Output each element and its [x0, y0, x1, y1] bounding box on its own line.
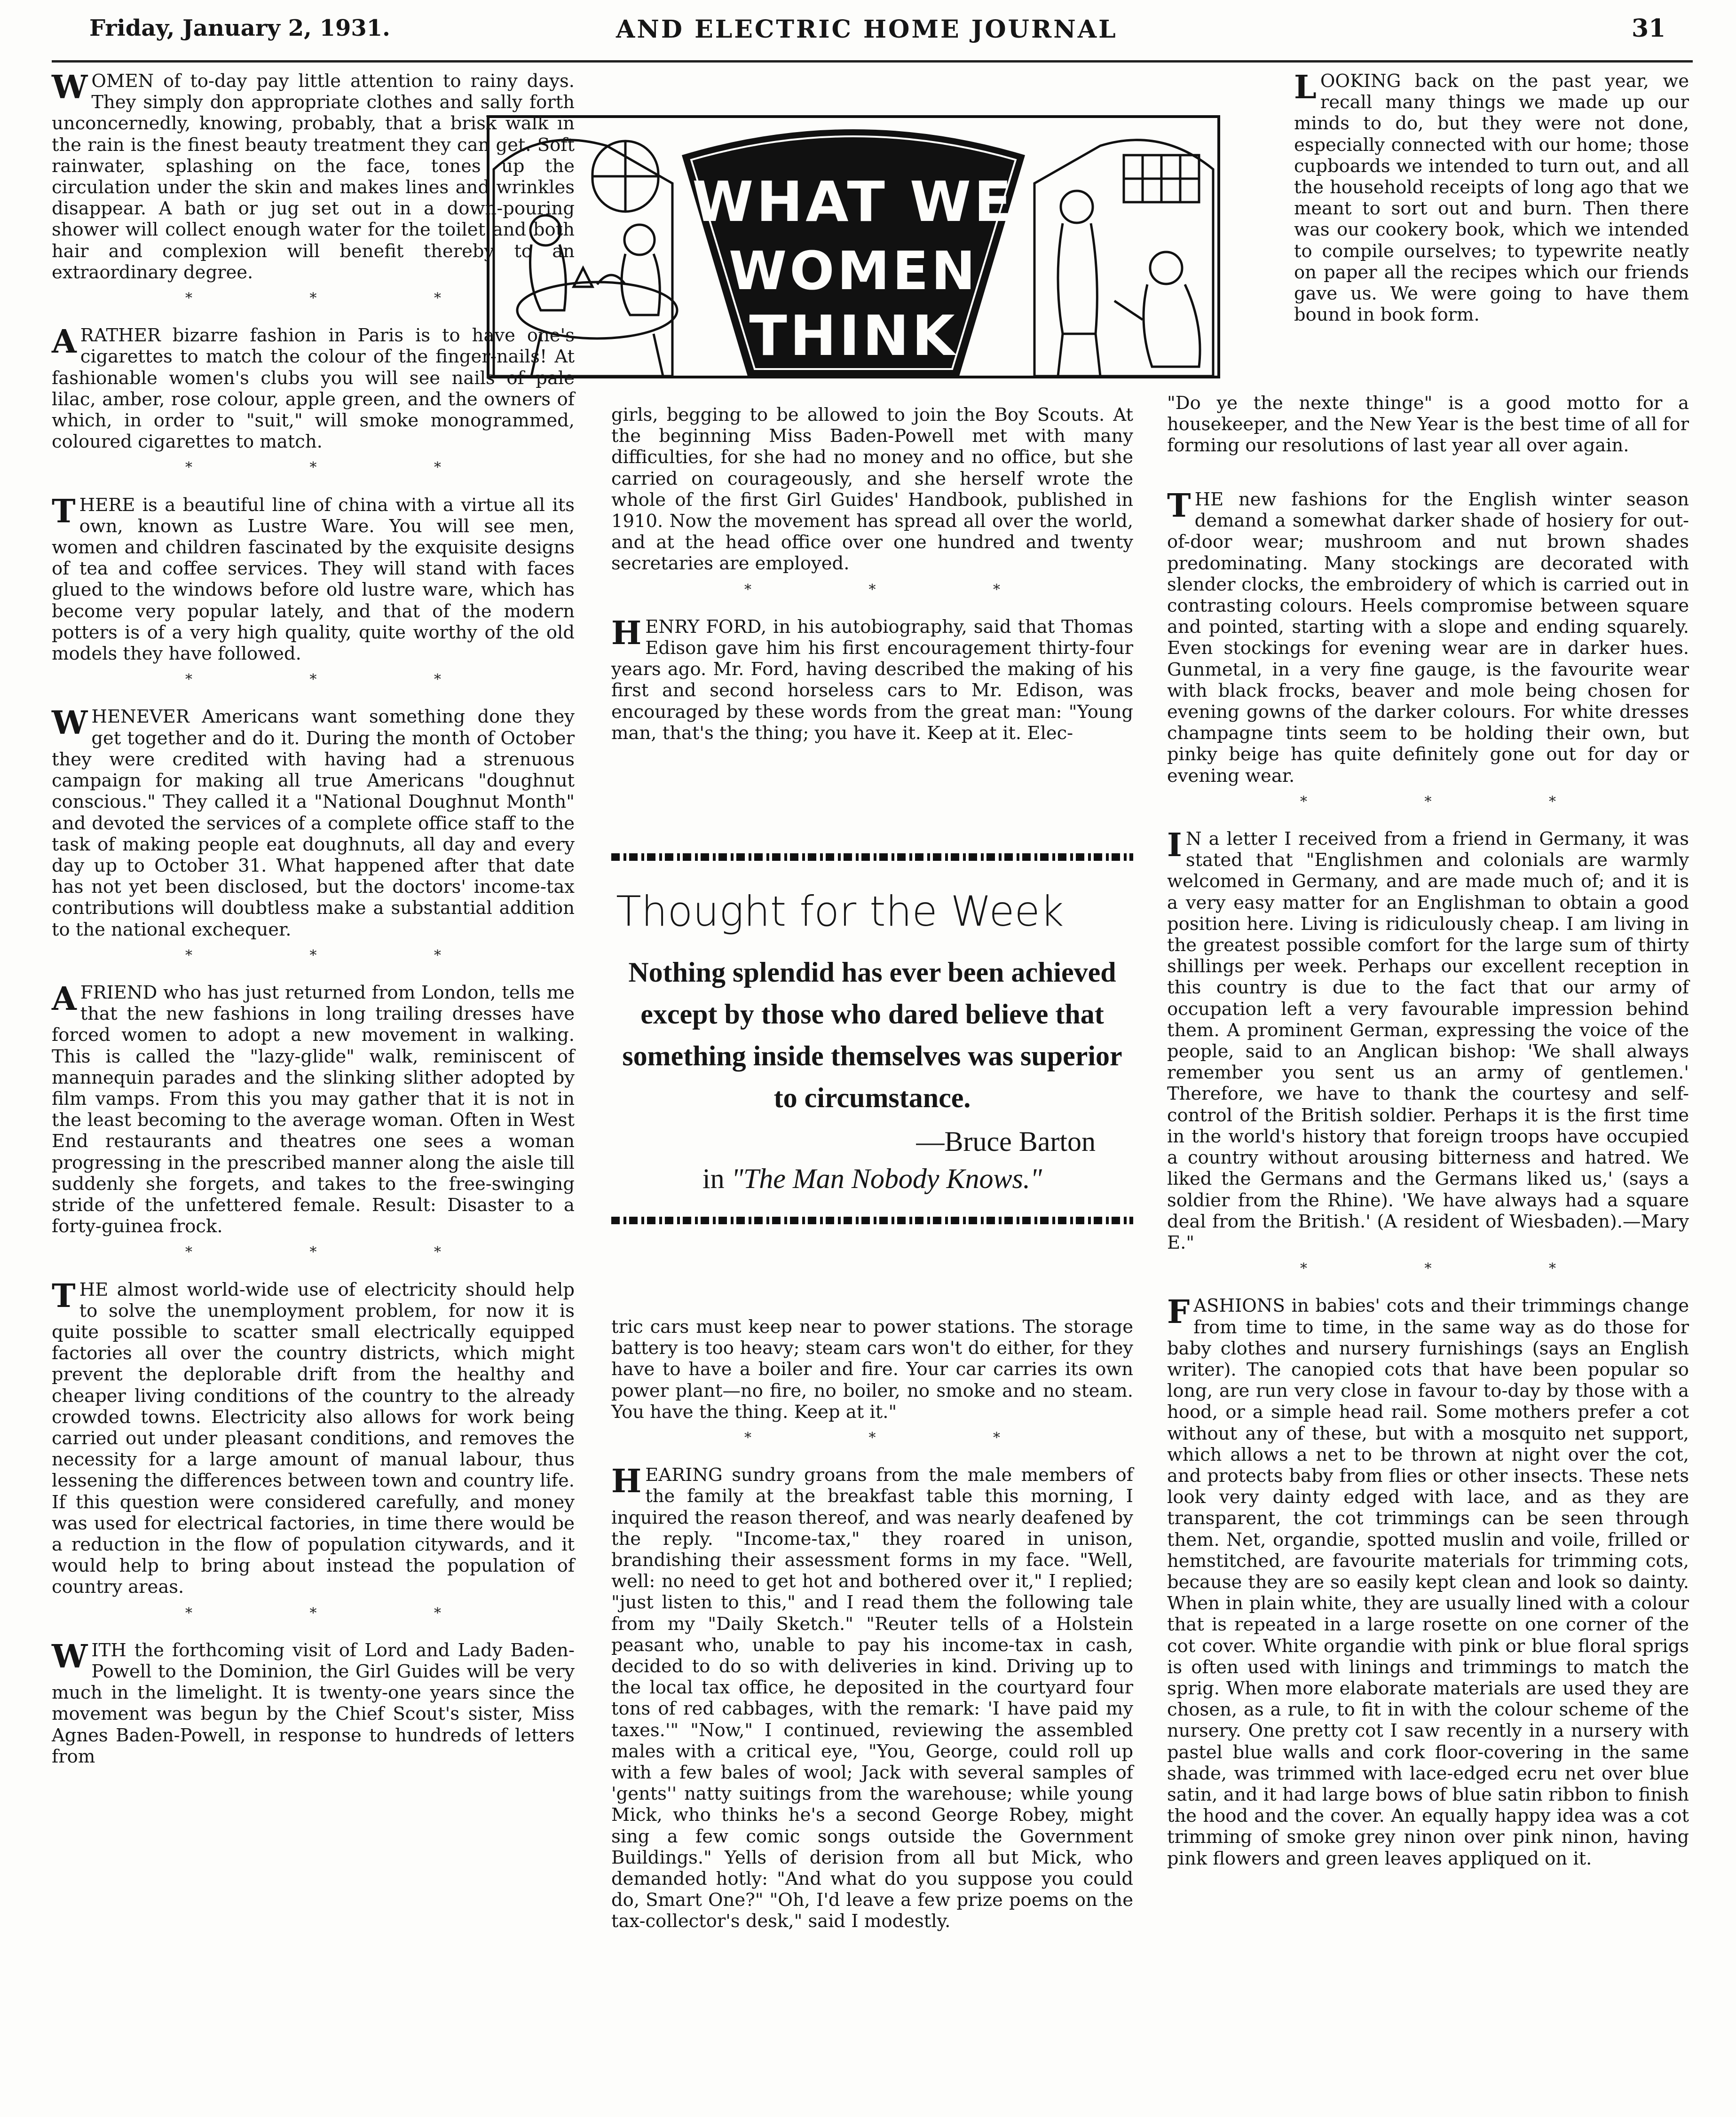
- column-2-top: [611, 404, 1133, 744]
- section-ornament: * * *: [744, 1430, 1057, 1447]
- lead-word: HERE: [79, 494, 135, 516]
- section-ornament: * * *: [185, 671, 498, 688]
- article-paragraph: [52, 706, 575, 940]
- thought-author: —Bruce Barton: [916, 1126, 1096, 1157]
- section-ornament: * * *: [185, 947, 498, 964]
- paragraph-text: the forthcoming visit of Lord and Lady Baden-Powell to the Dominion, the Girl Guides will be very much in the limelight. It is twenty-one years since the movement was begun by the Chief Scout's sister, Miss Agnes Baden-Powell, in response to hundreds of letters from: [52, 1639, 575, 1767]
- thought-title: Thought for the Week: [616, 887, 1064, 936]
- lead-word: HE: [1194, 489, 1224, 510]
- lead-word: ASHIONS: [1193, 1295, 1285, 1317]
- what-we-women-think-banner: [484, 113, 1223, 381]
- thought-quote: Nothing splendid has ever been achieved except by those who dared believe that something inside themselves was superior to circumstance.: [622, 957, 1122, 1113]
- drop-cap: I: [1167, 826, 1182, 865]
- paragraph-text: in babies' cots and their trimmings change from time to time, in the same way as do those for baby clothes and nursery furnishings (says an English writer). The canopied cots that have been popular so long, are run very close in favour to-day by those with a hood, or a simple head rail. Some mothers prefer a cot without any of these, but with a mosquito net support, which allows a net to be thrown at night over the cot, and protects baby from flies or other insects. These nets look very dainty edged with lace, and as they are transparent, the cot trimmings can be seen through them. Net, organdie, spotted muslin and voile, frilled or hemstitched, are favourite materials for trimming cots, because they are so easily kept clean and look so dainty. When in plain white, they are usually lined with a colour that is repeated in a large rosette on one corner of the cot cover. White organdie with pink or blue floral sprigs is often used with linings and trimmings to match the sprig. When more elaborate materials are used they are chosen, as a rule, to fit in with the colour scheme of the nursery. One pretty cot I saw recently in a nursery with pastel blue walls and cork floor-covering in the same shade, was trimmed with lace-edged ecru net over blue satin, and it had large bows of blue satin ribbon to finish the hood and the cover. An equally happy idea was a cot trimming of smoke grey ninon over pink ninon, having pink flowers and green leaves appliqued on it.: [1167, 1295, 1689, 1869]
- article-paragraph: [611, 1464, 1133, 1932]
- article-paragraph: [1167, 489, 1689, 787]
- paragraph-text: in his autobiography, said that Thomas Edison gave him his first encouragement thirty-four years ago. Mr. Ford, having described the making of his first and second horseless cars to Mr. Edison, was encouraged by these words from the great man: "Young man, that's the thing; you have it. Keep at it. Elec-: [611, 616, 1133, 744]
- header-rule: [52, 60, 1693, 63]
- section-ornament: * * *: [1300, 793, 1613, 810]
- paragraph-text: sundry groans from the male members of the family at the breakfast table this morning, I inquired the reason thereof, and was nearly deafened by the reply. "Income-tax," they roared in unison, brandishing their assessment forms in my face. "Well, well: no need to get hot and bothered over it," I replied; "just listen to this," and I read them the following tale from my "Daily Sketch." "Reuter tells of a Holstein peasant who, unable to pay his income-tax in cash, decided to do so with deliveries in kind. Driving up to the local tax office, he deposited in the courtyard four tons of red cabbages, with the remark: 'I have paid my taxes.'" "Now," I continued, reviewing the assembled males with a critical eye, "You, George, could roll up with a few bales of wool; Jack with several samples of 'gents'' natty suitings from the warehouse; while young Mick, who thinks he's a second George Robey, might sing a few comic songs outside the Government Buildings." Yells of derision from all but Mick, who demanded hotly: "And what do you suppose you could do, Smart One?" "Oh, I'd leave a few prize poems on the tax-collector's desk," said I modestly.: [611, 1464, 1133, 1932]
- thought-book-title: "The Man Nobody Knows.": [731, 1163, 1042, 1194]
- banner-illustration: [484, 113, 1223, 381]
- lead-word: OMEN: [91, 71, 154, 92]
- drop-cap: W: [52, 1637, 88, 1676]
- drop-cap: H: [611, 1463, 642, 1501]
- paragraph-text: bizarre fashion in Paris is to have one's cigarettes to match the colour of the finger-nails! At fashionable women's clubs you will see nails of pale lilac, amber, rose colour, apple green, and the owners of which, in order to "suit," will smoke monogrammed, coloured cigarettes to match.: [52, 325, 575, 453]
- paragraph-text: new fashions for the English winter season demand a somewhat darker shade of hosiery for out-of-door wear; mushroom and nut brown shades predominating. Many stockings are decorated with slender clocks, the embroidery of which is carried out in contrasting colours. Heels compromise between square and pointed, starting with a slope and ending squarely. Even stockings for evening wear are in darker hues. Gunmetal, in a very fine gauge, is the favourite wear with black frocks, beaver and mole being chosen for evening gowns of the darker colours. For white dresses champagne tints seem to be holding their own, but pinky beige has quite definitely gone out for day or evening wear.: [1167, 489, 1689, 787]
- lead-word: ITH: [91, 1639, 126, 1661]
- svg-text:WOMEN: WOMEN: [728, 241, 978, 302]
- article-paragraph: [52, 982, 575, 1237]
- paragraph-text: girls, begging to be allowed to join the Boy Scouts. At the beginning Miss Baden-Powell met with many difficulties, for she had no money and no office, but she carried on courageously, and she herself wrote the whole of the first Girl Guides' Handbook, published in 1910. Now the movement has spread all over the world, and at the head office over one hundred and twenty secretaries are employed.: [611, 404, 1133, 575]
- paragraph-text: almost world-wide use of electricity should help to solve the unemployment problem, for now it is quite possible to scatter small electrically equipped factories all over the country districts, which might prevent the deplorable drift from the healthy and cheaper living conditions of the country to the already crowded towns. Electricity also allows for work being carried out under pleasant conditions, and removes the necessity for a large amount of manual labour, thus lessening the differences between town and country life. If this question were considered carefully, and money was used for electrical factories, in time there would be a reduction in the flow of population citywards, and it would help to bring about instead the population of country areas.: [52, 1279, 575, 1598]
- article-paragraph: [52, 71, 575, 283]
- paragraph-text: "Do ye the nexte thinge" is a good motto for a housekeeper, and the New Year is the best time of all for forming our resolutions of last year all over again.: [1167, 393, 1689, 456]
- lead-word: FRIEND: [80, 982, 158, 1003]
- section-ornament: * * *: [744, 581, 1057, 598]
- section-ornament: * * *: [185, 459, 498, 476]
- drop-cap: W: [52, 704, 88, 742]
- drop-cap: T: [1167, 487, 1191, 525]
- paragraph-text: a letter I received from a friend in Germany, it was stated that "Englishmen and colonials are warmly welcomed in Germany, and are made much of; and it is a very easy matter for an Englishman to obtain a good position here. Living is ridiculously cheap. I am living in the greatest possible comfort for the large sum of thirty shillings per week. Perhaps our excellent reception in this country is due to the fact that our army of occupation left a very favourable impression behind them. A prominent German, expressing the voice of the people, said to an Anglican bishop: 'We shall always remember you sent us an army of gentlemen.' Therefore, we have to thank the courtesy and self-control of the British soldier. Perhaps it is the first time in the world's history that foreign troops have occupied a country without arousing bitterness and hatred. We liked the Germans and the Germans liked us,' (says a soldier from the Rhine). 'We have always had a square deal from the British.' (A resident of Wiesbaden).—Mary E.": [1167, 828, 1689, 1253]
- article-paragraph: [1167, 393, 1689, 456]
- lead-word: ENRY FORD,: [645, 616, 767, 637]
- lead-word: N: [1185, 828, 1202, 850]
- drop-cap: T: [52, 1277, 76, 1315]
- sewing-scene-icon: [1034, 140, 1213, 376]
- column-3-bottom: [1167, 489, 1689, 1869]
- issue-date: Friday, January 2, 1931.: [89, 15, 390, 41]
- lead-word: HE: [79, 1279, 109, 1300]
- thought-for-the-week-box: [611, 853, 1133, 1281]
- lead-word: EARING: [645, 1464, 723, 1486]
- lead-word: HENEVER: [91, 706, 189, 728]
- svg-text:WHAT WE: WHAT WE: [692, 169, 1015, 234]
- article-paragraph: [611, 404, 1133, 575]
- paragraph-text: of to-day pay little attention to rainy days. They simply don appropriate clothes and sally forth unconcernedly, knowing, probably, that a brisk walk in the rain is the finest beauty treatment they can get. Soft rainwater, splashing on the face, tones up the circulation under the skin and makes lines and wrinkles disappear. A bath or jug set out in a down-pouring shower will collect enough water for the toilet and both hair and complexion will benefit thereby to an extraordinary degree.: [52, 71, 575, 283]
- page-header: [0, 12, 1736, 64]
- paragraph-text: who has just returned from London, tells me that the new fashions in long trailing dresses have forced women to adopt a new movement in walking. This is called the "lazy-glide" walk, reminiscent of mannequin parades and the slinking slither adopted by film vamps. From this you may gather that it is not in the least becoming to the average woman. Often in West End restaurants and theatres one sees a woman progressing in the prescribed manner along the aisle till suddenly she forgets, and takes to the free-swinging stride of the unfettered female. Result: Disaster to a forty-guinea frock.: [52, 982, 575, 1237]
- ornamental-border-top: [611, 853, 1133, 861]
- drop-cap: L: [1294, 69, 1317, 106]
- section-ornament: * * *: [185, 290, 498, 307]
- lead-word: RATHER: [80, 325, 161, 346]
- article-paragraph: [52, 1637, 575, 1767]
- drop-cap: W: [52, 69, 88, 106]
- column-3-wide: [1167, 393, 1689, 456]
- column-1: [52, 71, 575, 1767]
- column-2-bottom: [611, 1316, 1133, 1932]
- article-paragraph: [1167, 828, 1689, 1253]
- paragraph-text: tric cars must keep near to power stations. The storage battery is too heavy; steam cars won't do either, for they have to have a boiler and fire. Your car carries its own power plant—no fire, no boiler, no smoke and no steam. You have the thing. Keep at it.": [611, 1316, 1133, 1423]
- page-number: 31: [1632, 14, 1666, 43]
- section-ornament: * * *: [185, 1244, 498, 1261]
- drop-cap: T: [52, 492, 76, 530]
- article-paragraph: [1294, 71, 1689, 325]
- journal-title: AND ELECTRIC HOME JOURNAL: [616, 15, 1118, 44]
- article-paragraph: [611, 616, 1133, 744]
- paragraph-text: back on the past year, we recall many things we made up our minds to do, but they were not done, especially connected with our home; those cupboards we intended to turn out, and all the household receipts of long ago that we meant to sort out and burn. Then there was our cookery book, which we intended to compile ourselves; to typewrite neatly on paper all the recipes which our friends gave us. We were going to have them bound in book form.: [1294, 71, 1689, 326]
- ornamental-border-bottom: [611, 1217, 1133, 1224]
- article-paragraph: [1167, 1295, 1689, 1869]
- lead-word: OOKING: [1320, 71, 1401, 92]
- drop-cap: H: [611, 614, 642, 652]
- title-fan: [682, 129, 1025, 376]
- column-3-top: [1294, 71, 1689, 325]
- paragraph-text: is a beautiful line of china with a virtue all its own, known as Lustre Ware. You will see men, women and children fascinated by the exquisite designs of tea and coffee services. They will stand with faces glued to the windows before old lustre ware, which has become very popular lately, and that of the modern potters is of a very high quality, quite worthy of the old models they have followed.: [52, 494, 575, 665]
- drop-cap: F: [1167, 1293, 1190, 1331]
- article-paragraph: [52, 1279, 575, 1598]
- section-ornament: * * *: [1300, 1260, 1613, 1277]
- section-ornament: * * *: [185, 1605, 498, 1621]
- thought-source: [611, 1163, 1133, 1195]
- svg-text:THINK: THINK: [749, 303, 958, 368]
- article-paragraph: [52, 492, 575, 665]
- drop-cap: A: [52, 323, 77, 361]
- thought-source-prefix: in: [702, 1163, 732, 1194]
- drop-cap: A: [52, 980, 77, 1018]
- article-paragraph: [52, 325, 575, 452]
- article-paragraph: [611, 1316, 1133, 1423]
- paragraph-text: Americans want something done they get together and do it. During the month of October they were credited with having had a strenuous campaign for making all true Americans "doughnut conscious." They called it a "National Doughnut Month" and devoted the services of a complete office staff to the task of making people eat doughnuts, all day and every day up to October 31. What happened after that date has not yet been disclosed, but the doctors' income-tax contributions will doubtless make a substantial addition to the national exchequer.: [52, 706, 575, 940]
